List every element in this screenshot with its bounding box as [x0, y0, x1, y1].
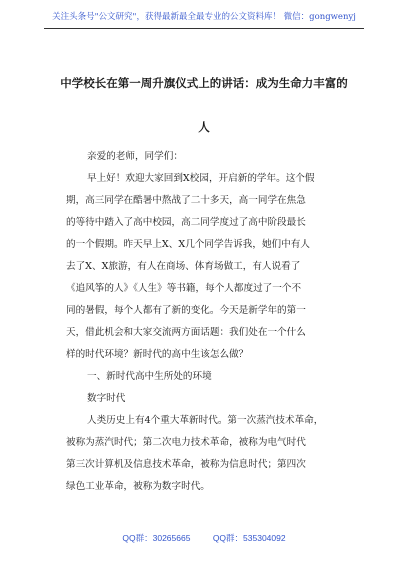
- text-line: 《追风筝的人》《人生》等书籍，每个人都度过了一个不: [66, 283, 302, 294]
- document-body: [66, 146, 348, 498]
- text-line: 被称为蒸汽时代；第二次电力技术革命，被称为电气时代: [66, 437, 306, 448]
- text-line: 期，高三同学在酷暑中熬战了二十多天，高一同学在焦急: [66, 195, 306, 206]
- text-line: 数字时代: [87, 393, 126, 404]
- text-line: 天，借此机会和大家交流两方面话题：我们处在一个什么: [66, 327, 306, 338]
- text-line: 同的暑假，每个人都有了新的变化。今天是新学年的第一: [66, 305, 306, 316]
- text-line: 的等待中踏入了高中校园，高二同学度过了高中阶段最长: [66, 217, 306, 228]
- footer: [0, 532, 408, 544]
- footer-qq-group-2: QQ群：535304092: [212, 533, 286, 543]
- text-line: 人类历史上有4个重大革新时代。第一次蒸汽技术革命，: [87, 415, 324, 426]
- text-line: 第三次计算机及信息技术革命，被称为信息时代；第四次: [66, 459, 306, 470]
- document-title-continued: 人: [198, 120, 210, 134]
- document-title: 中学校长在第一周升旗仪式上的讲话：成为生命力丰富的: [60, 76, 348, 90]
- text-line: 早上好！欢迎大家回到X校园，开启新的学年。这个假: [87, 173, 315, 184]
- header-banner: 关注头条号"公文研究"，获得最新最全最专业的公文资料库！ 微信：gongwenyj: [44, 6, 364, 29]
- text-line: 绿色工业革命，被称为数字时代。: [66, 481, 210, 492]
- text-line: 一、新时代高中生所处的环境: [87, 371, 212, 382]
- text-line: 去了X、X旅游，有人在商场、体育场做工，有人说看了: [66, 261, 301, 272]
- text-line: 亲爱的老师，同学们：: [87, 151, 183, 162]
- text-line: 的一个假期。昨天早上X、X几个同学告诉我，她们中有人: [66, 239, 310, 250]
- text-line: 样的时代环境？新时代的高中生该怎么做？: [66, 349, 249, 360]
- footer-qq-group-1: QQ群：30265665: [122, 533, 191, 543]
